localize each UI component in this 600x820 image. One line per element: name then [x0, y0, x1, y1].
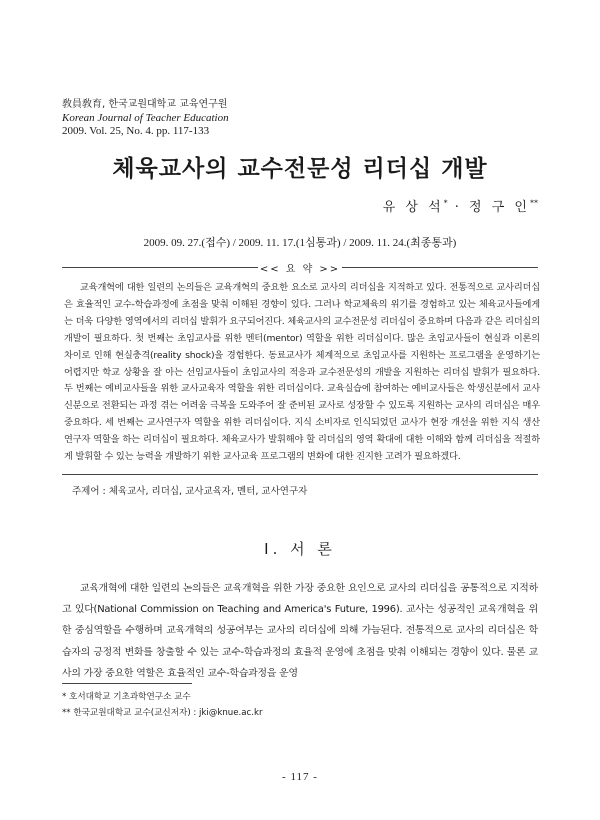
author-name: 정 구 인 — [469, 200, 530, 215]
submission-dates: 2009. 09. 27.(접수) / 2009. 11. 17.(1심통과) / 2009. 11. 24.(최종통과) — [143, 237, 457, 249]
body-paragraph: 교육개혁에 대한 일련의 논의들은 교육개혁을 위한 가장 중요한 요인으로 교사의 리더십을 공통적으로 지적하고 있다(National Commission on Teaching and America's Future, 1996). 교사는 성공적인 교육개혁을 위한 중심역할을 수행하며 교육개혁의 성공여부는 교사의 리더십에 의해 가늠된다. 전통적으로 교사의 리더십은 학습자의 긍정적 변화를 창출할 수 있는 교수-학습과정의 효율적 운영에 초점을 맞춰 이해되는 경향이 있다. 물론 교사의 가장 중요한 역할은 효율적인 교수-학습과정을 운영 — [62, 583, 538, 679]
abstract-rule-right — [342, 267, 538, 268]
author-mark: * — [443, 198, 448, 208]
section-heading: Ⅰ. 서 론 — [264, 540, 336, 558]
author-line — [383, 196, 538, 215]
page-number: - 117 - — [282, 771, 318, 783]
journal-info — [62, 98, 229, 139]
author-separator: · — [447, 200, 470, 215]
journal-name-english: Korean Journal of Teacher Education — [62, 111, 229, 124]
footnote: ** 한국교원대학교 교수(교신저자) : jki@knue.ac.kr — [62, 708, 263, 718]
journal-name-korean: 敎員敎育, 한국교원대학교 교육연구원 — [62, 99, 228, 110]
abstract-heading: << 요 약 >> — [259, 264, 341, 275]
author-name: 유 상 석 — [382, 200, 444, 215]
abstract-header — [62, 260, 538, 274]
journal-volume: 2009. Vol. 25, No. 4. pp. 117-133 — [62, 125, 210, 137]
paper-title: 체육교사의 교수전문성 리더십 개발 — [112, 156, 488, 182]
keywords: 주제어 : 체육교사, 리더십, 교사교육자, 멘터, 교사연구자 — [72, 486, 308, 497]
footnote-rule — [62, 683, 192, 684]
abstract-text: 교육개혁에 대한 일련의 논의들은 교육개혁의 중요한 요소로 교사의 리더십을 지적하고 있다. 전통적으로 교사리더십은 효율적인 교수-학습과정에 초점을 맞춰 이해된 경향이 있다. 그러나 학교체육의 위기를 경험하고 있는 체육교사들에게는 더욱 다양한 영역에서의 리더십 발휘가 요구되어진다. 체육교사의 교수전문성 리더십이 중요하며 다음과 같은 리더십의 개발이 필요하다. 첫 번째는 초임교사를 위한 멘터(mentor) 역할을 위한 리더십이다. 많은 초임교사들이 현실과 이론의 차이로 인해 현실충격(reality shock)을 경험한다. 동료교사가 체계적으로 초임교사를 지원하는 프로그램을 운영하기는 어렵지만 학교 상황을 잘 아는 선임교사들이 초임교사의 적응과 교수전문성의 개발을 지원하는 리더십 발휘가 필요하다. 두 번째는 예비교사들을 위한 교사교육자 역할을 위한 리더십이다. 교육실습에 참여하는 예비교사들은 학생신분에서 교사신분으로 전환되는 과정 겪는 어려움 극복을 도와주어 잘 준비된 교사로 성장할 수 있도록 지원하는 교사의 리더십은 매우 중요하다. 세 번째는 교사연구자 역할을 위한 리더십이다. 지식 소비자로 인식되었던 교사가 현장 개선을 위한 지식 생산 연구자 역할을 하는 리더십이 필요하다. 체육교사가 발휘해야 할 리더십의 영역 확대에 대한 이해와 함께 리더십을 적절하게 발휘할 수 있는 능력을 개발하기 위한 교사교육 프로그램의 변화에 대한 진지한 고려가 필요하겠다. — [64, 282, 540, 463]
author-mark: ** — [530, 198, 538, 208]
footnote: * 호서대학교 기초과학연구소 교수 — [62, 692, 191, 702]
abstract-bottom-rule — [62, 474, 538, 475]
